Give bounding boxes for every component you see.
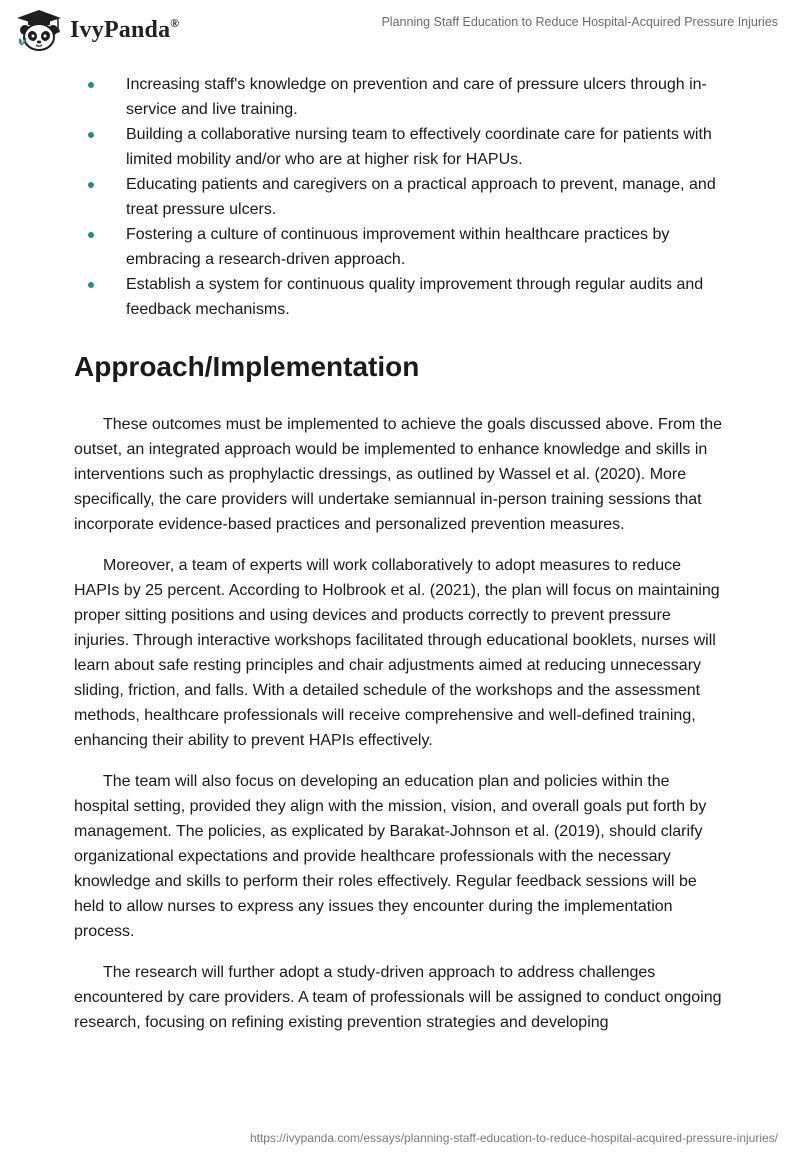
document-title: Planning Staff Education to Reduce Hospital-Acquired Pressure Injuries <box>381 15 778 29</box>
bullet-icon <box>88 232 94 238</box>
list-item-text: Fostering a culture of continuous improvement within healthcare practices by embracing a research-driven approach. <box>126 226 670 268</box>
list-item <box>74 122 724 172</box>
panda-graduate-logo-icon <box>14 8 64 52</box>
bullet-icon <box>88 132 94 138</box>
list-item <box>74 272 724 322</box>
paragraph: The team will also focus on developing an education plan and policies within the hospital setting, provided they align with the mission, vision, and overall goals put forth by management. The policies, as explicated by Barakat-Johnson et al. (2019), should clarify organizational expectations and provide healthcare professionals with the necessary knowledge and skills to perform their roles effectively. Regular feedback sessions will be held to allow nurses to express any issues they encounter during the implementation process. <box>74 773 707 940</box>
brand-name: IvyPanda® <box>70 16 180 43</box>
bullet-icon <box>88 182 94 188</box>
brand-logo[interactable] <box>14 8 179 52</box>
list-item-text: Establish a system for continuous quality improvement through regular audits and feedback mechanisms. <box>126 276 704 318</box>
page-header <box>0 0 800 64</box>
list-item-text: Educating patients and caregivers on a practical approach to prevent, manage, and treat pressure ulcers. <box>126 176 716 218</box>
list-item-text: Building a collaborative nursing team to effectively coordinate care for patients with limited mobility and/or who are at higher risk for HAPUs. <box>126 126 712 168</box>
list-item-text: Increasing staff's knowledge on prevention and care of pressure ulcers through in-service and live training. <box>126 76 707 118</box>
source-url-link[interactable]: https://ivypanda.com/essays/planning-staff-education-to-reduce-hospital-acquired-pressure-injuries/ <box>249 1131 778 1145</box>
paragraph: Moreover, a team of experts will work collaboratively to adopt measures to reduce HAPIs by 25 percent. According to Holbrook et al. (2021), the plan will focus on maintaining proper sitting positions and using devices and products correctly to prevent pressure injuries. Through interactive workshops facilitated through educational booklets, nurses will learn about safe resting principles and chair adjustments aimed at reducing unnecessary sliding, friction, and falls. With a detailed schedule of the workshops and the assessment methods, healthcare professionals will receive comprehensive and well-defined training, enhancing their ability to prevent HAPIs effectively. <box>74 557 720 749</box>
list-item <box>74 172 724 222</box>
section-heading: Approach/Implementation <box>74 351 420 382</box>
document-body <box>74 72 724 1051</box>
registered-mark: ® <box>170 16 180 30</box>
bullet-icon <box>88 282 94 288</box>
paragraph: The research will further adopt a study-driven approach to address challenges encountered by care providers. A team of professionals will be assigned to conduct ongoing research, focusing on refining existing prevention strategies and developing <box>74 964 722 1031</box>
goals-list <box>74 72 724 322</box>
paragraph: These outcomes must be implemented to achieve the goals discussed above. From the outset, an integrated approach would be implemented to enhance knowledge and skills in interventions such as prophylactic dressings, as outlined by Wassel et al. (2020). More specifically, the care providers will undertake semiannual in-person training sessions that incorporate evidence-based practices and personalized prevention measures. <box>74 416 722 533</box>
bullet-icon <box>88 82 94 88</box>
list-item <box>74 72 724 122</box>
list-item <box>74 222 724 272</box>
